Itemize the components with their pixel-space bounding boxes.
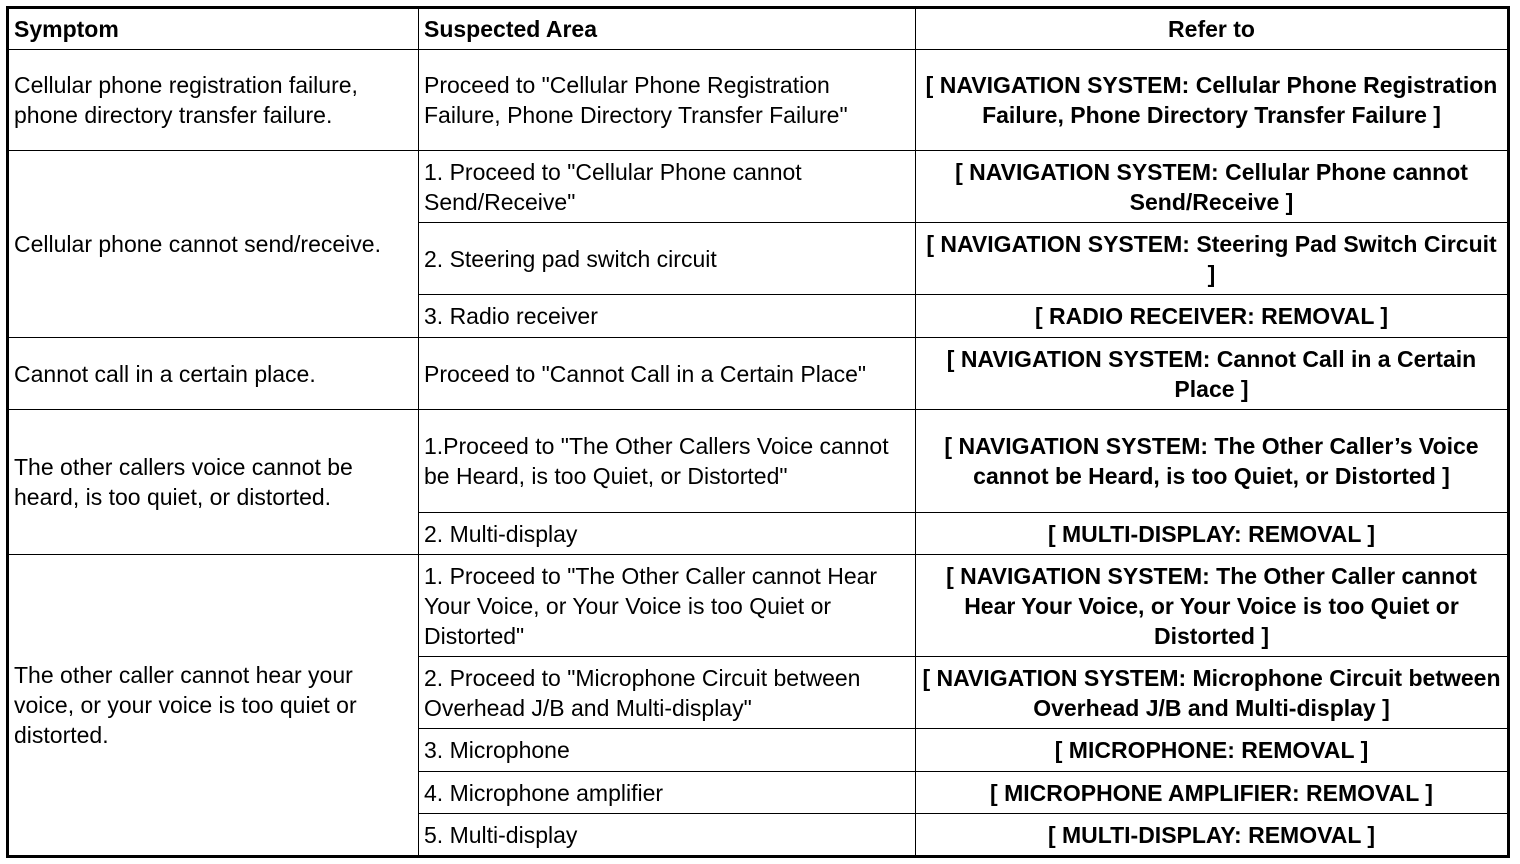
refer-to-cell: [ NAVIGATION SYSTEM: Steering Pad Switch Circuit ] [916, 223, 1509, 295]
suspected-area-cell: 2. Steering pad switch circuit [419, 223, 916, 295]
refer-to-cell: [ MULTI-DISPLAY: REMOVAL ] [916, 814, 1509, 857]
refer-to-cell: [ MICROPHONE: REMOVAL ] [916, 729, 1509, 772]
refer-to-cell: [ NAVIGATION SYSTEM: Microphone Circuit between Overhead J/B and Multi-display ] [916, 657, 1509, 729]
refer-to-cell: [ NAVIGATION SYSTEM: Cellular Phone Registration Failure, Phone Directory Transfer Failure ] [916, 50, 1509, 151]
header-row [8, 8, 1509, 50]
symptom-cell: The other caller cannot hear your voice, or your voice is too quiet or distorted. [8, 555, 419, 857]
suspected-area-cell: Proceed to "Cannot Call in a Certain Place" [419, 338, 916, 410]
symptom-cell: Cellular phone registration failure, phone directory transfer failure. [8, 50, 419, 151]
table-row [8, 50, 1509, 151]
symptom-cell: The other callers voice cannot be heard, is too quiet, or distorted. [8, 410, 419, 555]
refer-to-cell: [ RADIO RECEIVER: REMOVAL ] [916, 295, 1509, 338]
suspected-area-cell: 5. Multi-display [419, 814, 916, 857]
symptom-cell: Cannot call in a certain place. [8, 338, 419, 410]
symptom-column-header: Symptom [8, 8, 419, 50]
suspected-area-cell: 1.Proceed to "The Other Callers Voice cannot be Heard, is too Quiet, or Distorted" [419, 410, 916, 513]
suspected-area-cell: 1. Proceed to "The Other Caller cannot Hear Your Voice, or Your Voice is too Quiet or Distorted" [419, 555, 916, 657]
refer-to-cell: [ NAVIGATION SYSTEM: The Other Caller’s Voice cannot be Heard, is too Quiet, or Distorted ] [916, 410, 1509, 513]
suspected-area-cell: 3. Microphone [419, 729, 916, 772]
refer-to-cell: [ MULTI-DISPLAY: REMOVAL ] [916, 513, 1509, 555]
refer-to-cell: [ NAVIGATION SYSTEM: The Other Caller cannot Hear Your Voice, or Your Voice is too Quiet or Distorted ] [916, 555, 1509, 657]
suspected-area-cell: 2. Proceed to "Microphone Circuit between Overhead J/B and Multi-display" [419, 657, 916, 729]
refer-to-cell: [ NAVIGATION SYSTEM: Cannot Call in a Certain Place ] [916, 338, 1509, 410]
refer-to-cell: [ NAVIGATION SYSTEM: Cellular Phone cannot Send/Receive ] [916, 151, 1509, 223]
table-row [8, 555, 1509, 657]
table-row [8, 410, 1509, 513]
diagnostic-table [6, 6, 1510, 858]
symptom-cell: Cellular phone cannot send/receive. [8, 151, 419, 338]
refer-to-column-header: Refer to [916, 8, 1509, 50]
suspected-area-cell: 2. Multi-display [419, 513, 916, 555]
suspected-area-cell: 3. Radio receiver [419, 295, 916, 338]
suspected-area-cell: Proceed to "Cellular Phone Registration Failure, Phone Directory Transfer Failure" [419, 50, 916, 151]
refer-to-cell: [ MICROPHONE AMPLIFIER: REMOVAL ] [916, 772, 1509, 814]
suspected-area-column-header: Suspected Area [419, 8, 916, 50]
suspected-area-cell: 1. Proceed to "Cellular Phone cannot Send/Receive" [419, 151, 916, 223]
suspected-area-cell: 4. Microphone amplifier [419, 772, 916, 814]
table-row [8, 338, 1509, 410]
table-row [8, 151, 1509, 223]
